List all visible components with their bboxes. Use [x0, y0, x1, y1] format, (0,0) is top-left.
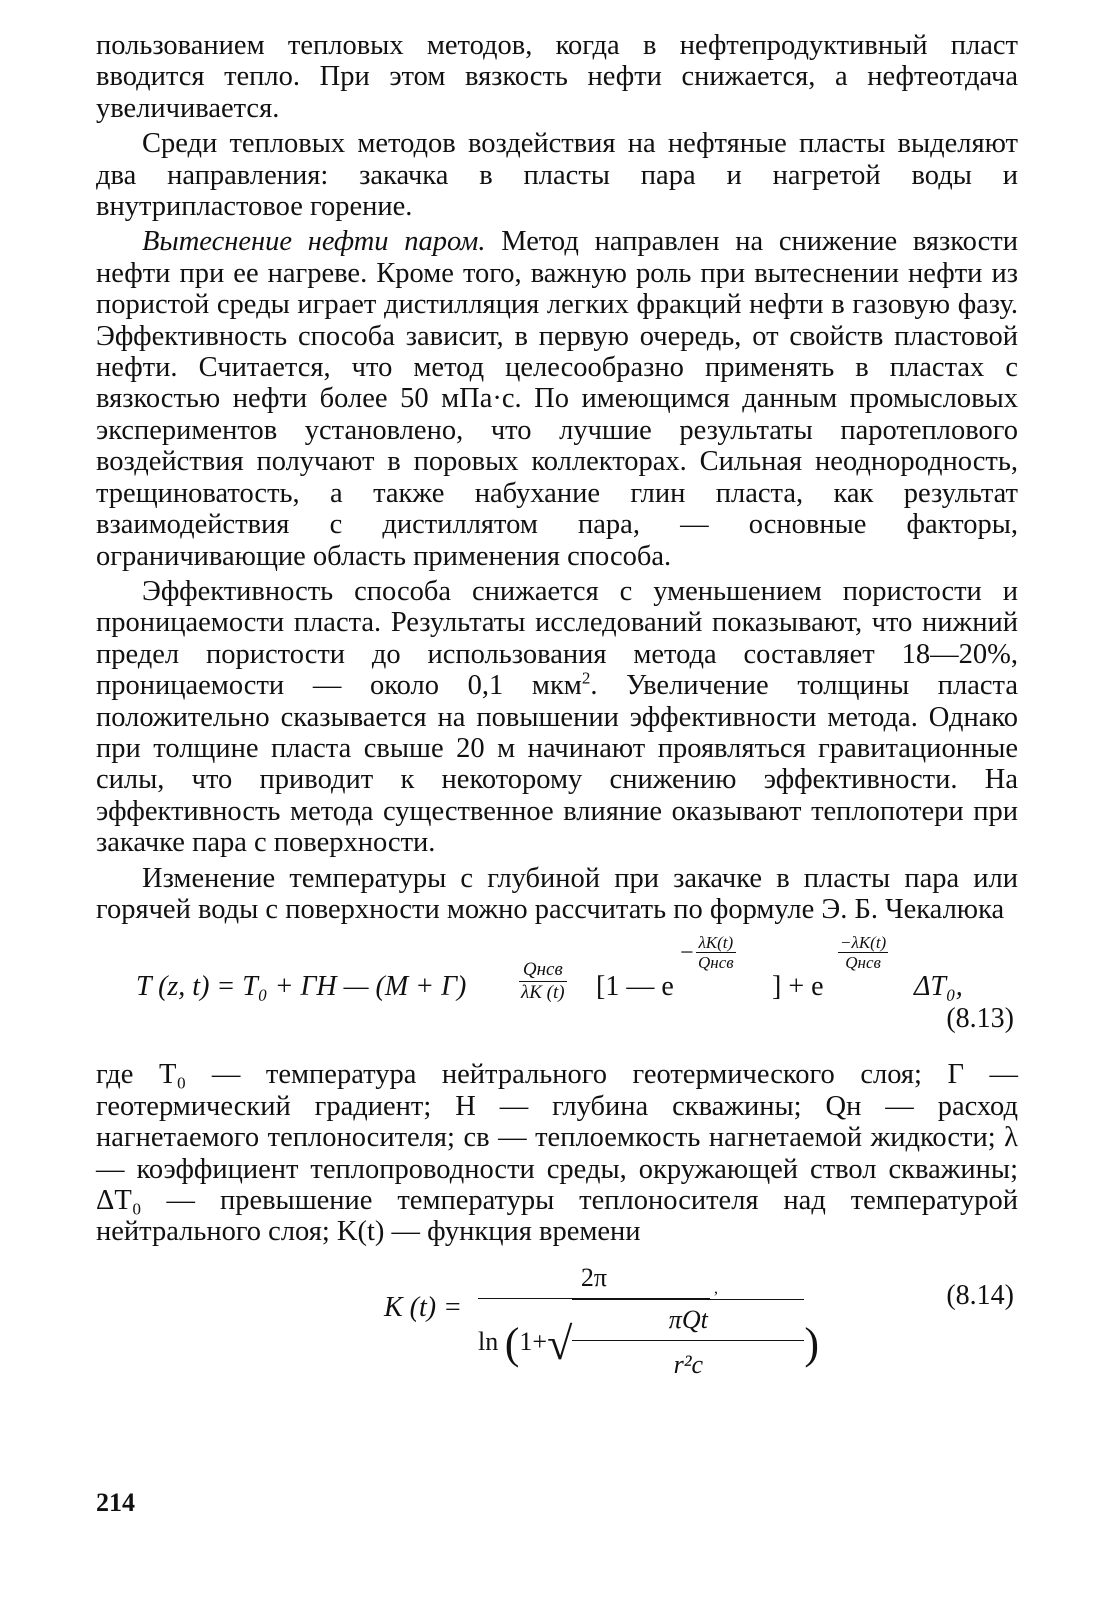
eq-8-13-fraction [516, 959, 570, 1004]
equation-8-14 [96, 1254, 1018, 1386]
paragraph-4-text-a: Эффективность способа снижается с уменьшением пористости и проницаемости пласта. Результаты исследований показывают, что нижний предел пористости до использования метода составляет 18—20%, проницаемости — около 0,1 мкм [96, 575, 1018, 702]
eq-8-13-frac-num: Qнcв [519, 959, 567, 982]
equation-number-8-13: (8.13) [946, 1003, 1014, 1035]
eq-8-14-ln: ln [478, 1326, 499, 1356]
eq-8-14-sqrt-num: πQt [572, 1299, 804, 1341]
eq-8-14-comma: , [714, 1279, 718, 1297]
paragraph-4-text-b: . Увеличение толщины пласта положительно сказывается на повышении эффективности метода. Однако при толщине пласта свыше 20 м начинают проявляться гравитационные силы, что приводит к некоторому снижению эффективности. На эффективность метода существенное влияние оказывают теплопотери при закачке пара с поверхности. [96, 670, 1019, 859]
superscript-2: 2 [581, 668, 591, 688]
eq-8-13-frac-den: λK (t) [521, 982, 565, 1004]
eq-8-14-denominator: ln (1+√ $\frac{\text{πQt}}{\text{r²c}}$ ) [478, 1299, 819, 1389]
equation-number-8-14: (8.14) [946, 1279, 1014, 1311]
eq-8-13-tail: ΔT₀, [914, 971, 963, 1003]
eq-8-13-exp1-den: Qнcв [698, 953, 734, 973]
eq-8-13-exponent-1 [696, 933, 736, 972]
eq-8-14-fraction [478, 1258, 819, 1389]
paragraph-3 [96, 226, 1018, 571]
page-number: 214 [96, 1488, 135, 1517]
eq-8-13-exp1-sign: − [680, 940, 694, 967]
eq-8-13-bracket-open: [1 — e [596, 971, 674, 1003]
eq-8-13-exp2-den: Qнcв [845, 953, 881, 973]
section-run-in-heading: Вытеснение нефти паром. [142, 226, 486, 258]
equation-8-13 [96, 933, 1018, 1033]
eq-8-13-bracket-close: ] + e [772, 971, 824, 1003]
eq-8-14-lhs: K (t) = [384, 1291, 462, 1323]
eq-8-13-exp1-num: λK(t) [696, 933, 736, 953]
eq-8-14-sqrt-den: r²c [673, 1349, 704, 1379]
eq-8-13-exponent-2 [838, 933, 888, 972]
eq-8-14-numerator: 2π [478, 1258, 710, 1299]
paragraph-2: Среди тепловых методов воздействия на нефтяные пласты выделяют два направления: закачка в пласты пара и нагретой воды и внутрипластовое горение. [96, 128, 1018, 223]
paragraph-4 [96, 576, 1018, 859]
paragraph-1: пользованием тепловых методов, когда в нефтепродуктивный пласт вводится тепло. При этом вязкость нефти снижается, а нефтеотдача увеличивается. [96, 30, 1018, 124]
eq-8-14-one-plus: 1+ [519, 1326, 548, 1356]
paragraph-3-text: Метод направлен на снижение вязкости нефти при ее нагреве. Кроме того, важную роль при вытеснении нефти из пористой среды играет дистилляция легких фракций нефти в газовую фазу. Эффективность способа зависит, в первую очередь, от свойств пластовой нефти. Считается, что метод целесообразно применять в пластах с вязкостью нефти более 50 мПа·с. По имеющимся данным промысловых экспериментов установлено, что лучшие результаты паротеплового воздействия получают в поровых коллекторах. Сильная неоднородность, трещиноватость, а также набухание глин пласта, как результат взаимодействия с дистиллятом пара, — основные факторы, ограничивающие область применения способа. [96, 226, 1018, 572]
eq-8-13-lhs: T (z, t) = T₀ + ΓH — (M + Γ) [136, 971, 467, 1003]
eq-8-13-exp2-num: −λK(t) [840, 933, 887, 953]
paragraph-5: Изменение температуры с глубиной при закачке в пласты пара или горячей воды с поверхности можно рассчитать по формуле Э. Б. Чекалюка [96, 862, 1018, 925]
page-body [96, 30, 1018, 1386]
paragraph-6: где T₀ — температура нейтрального геотермического слоя; Г — геотермический градиент; H — глубина скважины; Qн — расход нагнетаемого теплоносителя; cв — теплоемкость нагнетаемой жидкости; λ — коэффициент теплопроводности среды, окружающей ствол скважины; ΔT₀ — превышение температуры теплоносителя над температурой нейтрального слоя; K(t) — функция времени [96, 1059, 1018, 1248]
